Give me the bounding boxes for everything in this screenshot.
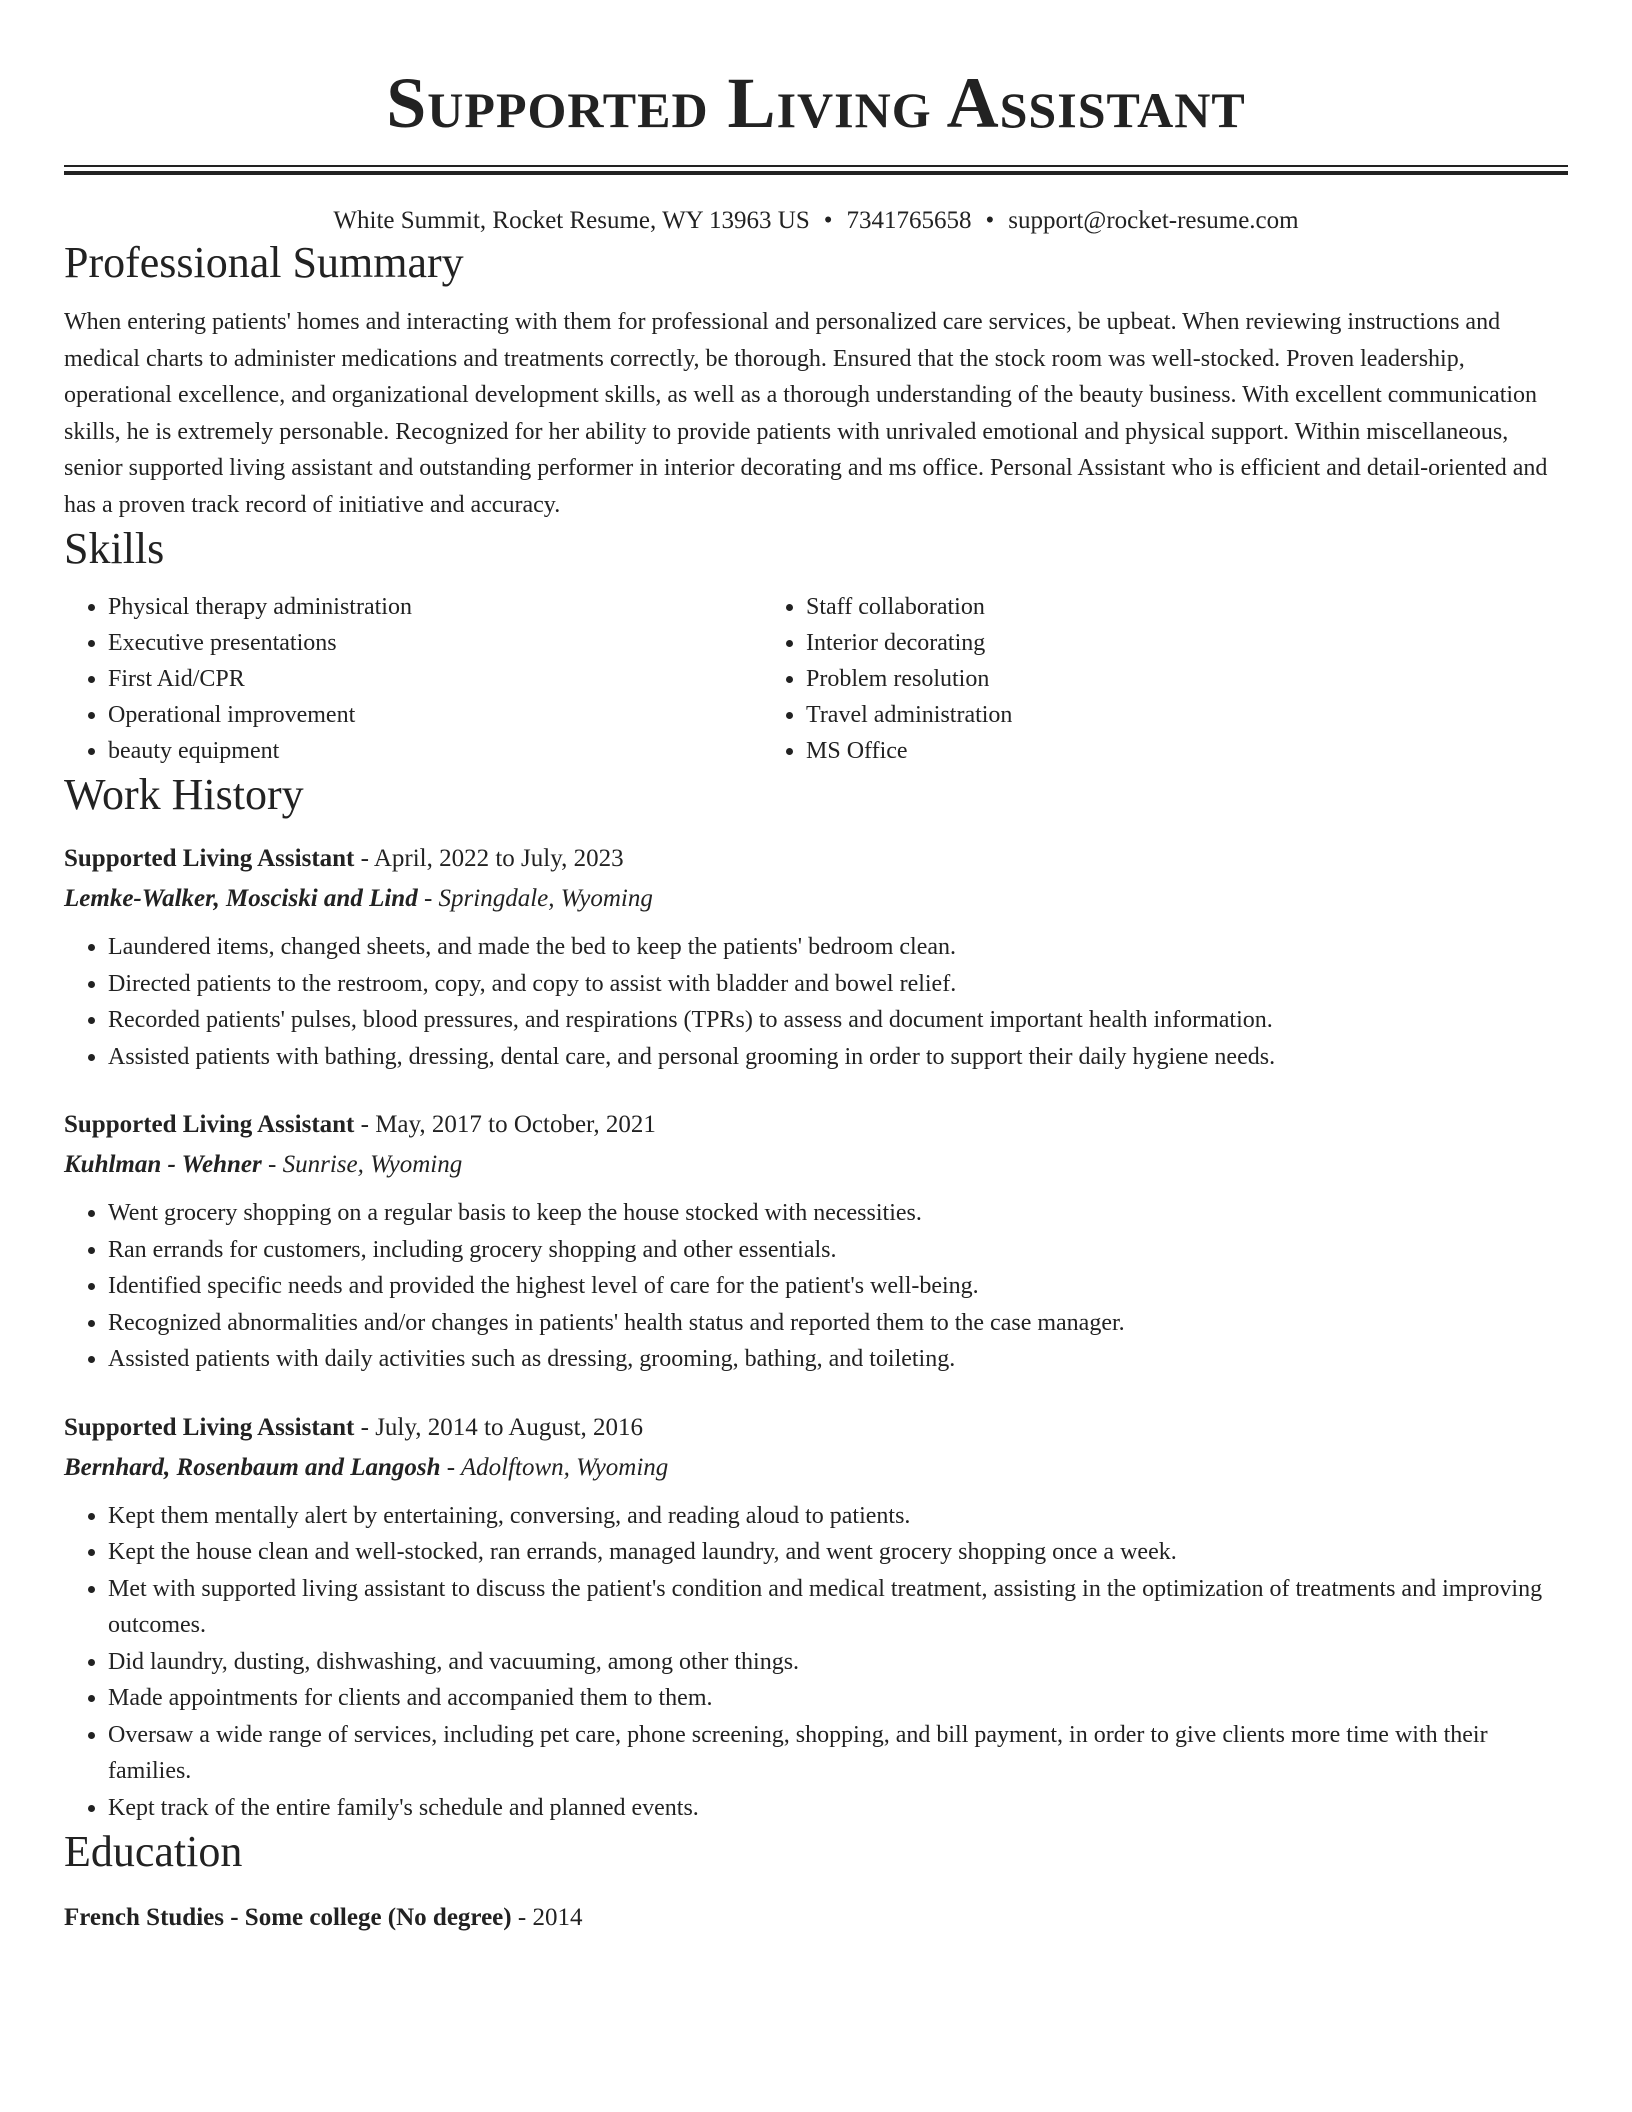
job-company: Lemke-Walker, Mosciski and Lind	[64, 885, 418, 912]
job-bullet: • Assisted patients with bathing, dressing, dental care, and personal grooming in order to support their daily hygiene needs.	[108, 1039, 1568, 1076]
job-dates: April, 2022 to July, 2023	[373, 845, 624, 872]
job-bullet: • Kept the house clean and well-stocked, ran errands, managed laundry, and went grocery shopping once a week.	[108, 1534, 1568, 1571]
job-bullets	[64, 1195, 1568, 1378]
resume-page	[64, 0, 1568, 1938]
skill-item: • First Aid/CPR	[108, 661, 762, 697]
job-title-line: Supported Living Assistant - May, 2017 to October, 2021	[64, 1111, 656, 1138]
job-title: Supported Living Assistant	[64, 1413, 355, 1441]
job-company: Bernhard, Rosenbaum and Langosh	[64, 1453, 441, 1481]
candidate-name: Supported Living Assistant	[386, 63, 1246, 143]
job-dates: July, 2014 to August, 2016	[375, 1413, 644, 1441]
job-dates: May, 2017 to October, 2021	[375, 1111, 656, 1138]
job-bullet: • Identified specific needs and provided the highest level of care for the patient's well-being.	[108, 1268, 1568, 1305]
skills-list	[64, 589, 1568, 769]
job-bullet: • Recognized abnormalities and/or changes in patients' health status and reported them to the case manager.	[108, 1305, 1568, 1342]
job-employer-line: Bernhard, Rosenbaum and Langosh - Adolftown, Wyoming	[64, 1453, 669, 1481]
header-divider-thin	[64, 165, 1568, 167]
summary-text: When entering patients' homes and interacting with them for professional and personalized care services, be upbeat. When reviewing instructions and medical charts to administer medications and treatments correctly, be thorough. Ensured that the stock room was well-stocked. Proven leadership, operational excellence, and organizational development skills, as well as a thorough understanding of the beauty business. With excellent communication skills, he is extremely personable. Recognized for her ability to provide patients with unrivaled emotional and physical support. Within miscellaneous, senior supported living assistant and outstanding performer in interior decorating and ms office. Personal Assistant who is efficient and detail-oriented and has a proven track record of initiative and accuracy.	[64, 309, 1548, 518]
skills-column-left	[64, 589, 762, 769]
skill-item: • Staff collaboration	[806, 589, 1568, 625]
skill-item: • Problem resolution	[806, 661, 1568, 697]
job-bullets	[64, 1498, 1568, 1827]
education-entry: French Studies - Some college (No degree) - 2014	[64, 1904, 583, 1931]
contact-email: support@rocket-resume.com	[1008, 207, 1299, 234]
job-location: Adolftown, Wyoming	[460, 1453, 669, 1481]
job-bullet: • Oversaw a wide range of services, including pet care, phone screening, shopping, and bill payment, in order to give clients more time with their families.	[108, 1717, 1568, 1790]
section-heading-work-history: Work History	[64, 770, 304, 819]
job-bullet: • Ran errands for customers, including grocery shopping and other essentials.	[108, 1232, 1568, 1269]
education-degree: French Studies - Some college (No degree)	[64, 1904, 512, 1931]
job-bullet: • Kept them mentally alert by entertaining, conversing, and reading aloud to patients.	[108, 1498, 1568, 1535]
skill-item: • beauty equipment	[108, 733, 762, 769]
skill-item: • Executive presentations	[108, 625, 762, 661]
job-bullet: • Went grocery shopping on a regular basis to keep the house stocked with necessities.	[108, 1195, 1568, 1232]
job-title-line: Supported Living Assistant - July, 2014 to August, 2016	[64, 1413, 644, 1441]
job-location: Sunrise, Wyoming	[282, 1151, 463, 1178]
skill-item: • Operational improvement	[108, 697, 762, 733]
job-employer-line: Lemke-Walker, Mosciski and Lind - Springdale, Wyoming	[64, 885, 653, 912]
education-year: 2014	[532, 1904, 583, 1931]
job-bullets	[64, 929, 1568, 1075]
job-title: Supported Living Assistant	[64, 1111, 355, 1138]
skill-item: • Travel administration	[806, 697, 1568, 733]
job-company: Kuhlman - Wehner	[64, 1151, 262, 1178]
job-bullet: • Made appointments for clients and accompanied them to them.	[108, 1680, 1568, 1717]
skill-item: • MS Office	[806, 733, 1568, 769]
job-title-line: Supported Living Assistant - April, 2022 to July, 2023	[64, 845, 624, 872]
section-heading-education: Education	[64, 1827, 243, 1876]
job-entry	[64, 1408, 1568, 1827]
contact-phone: 7341765658	[846, 207, 972, 234]
job-title: Supported Living Assistant	[64, 845, 355, 872]
contact-address: White Summit, Rocket Resume, WY 13963 US	[333, 207, 810, 234]
job-entry	[64, 839, 1568, 1075]
contact-info	[64, 205, 1568, 237]
skill-item: • Interior decorating	[806, 625, 1568, 661]
header-divider-thick	[64, 171, 1568, 175]
job-bullet: • Directed patients to the restroom, copy, and copy to assist with bladder and bowel relief.	[108, 966, 1568, 1003]
job-entry	[64, 1105, 1568, 1378]
section-heading-skills: Skills	[64, 524, 165, 573]
job-bullet: • Kept track of the entire family's schedule and planned events.	[108, 1790, 1568, 1827]
job-bullet: • Met with supported living assistant to discuss the patient's condition and medical treatment, assisting in the optimization of treatments and improving outcomes.	[108, 1571, 1568, 1644]
job-bullet: • Recorded patients' pulses, blood pressures, and respirations (TPRs) to assess and document important health information.	[108, 1002, 1568, 1039]
skills-column-right	[762, 589, 1568, 769]
job-employer-line: Kuhlman - Wehner - Sunrise, Wyoming	[64, 1151, 463, 1178]
section-heading-summary: Professional Summary	[64, 238, 464, 287]
job-bullet: • Did laundry, dusting, dishwashing, and vacuuming, among other things.	[108, 1644, 1568, 1681]
job-bullet: • Laundered items, changed sheets, and made the bed to keep the patients' bedroom clean.	[108, 929, 1568, 966]
contact-separator: •	[823, 207, 833, 234]
skill-item: • Physical therapy administration	[108, 589, 762, 625]
contact-separator: •	[985, 207, 995, 234]
job-bullet: • Assisted patients with daily activities such as dressing, grooming, bathing, and toileting.	[108, 1341, 1568, 1378]
job-location: Springdale, Wyoming	[438, 885, 653, 912]
